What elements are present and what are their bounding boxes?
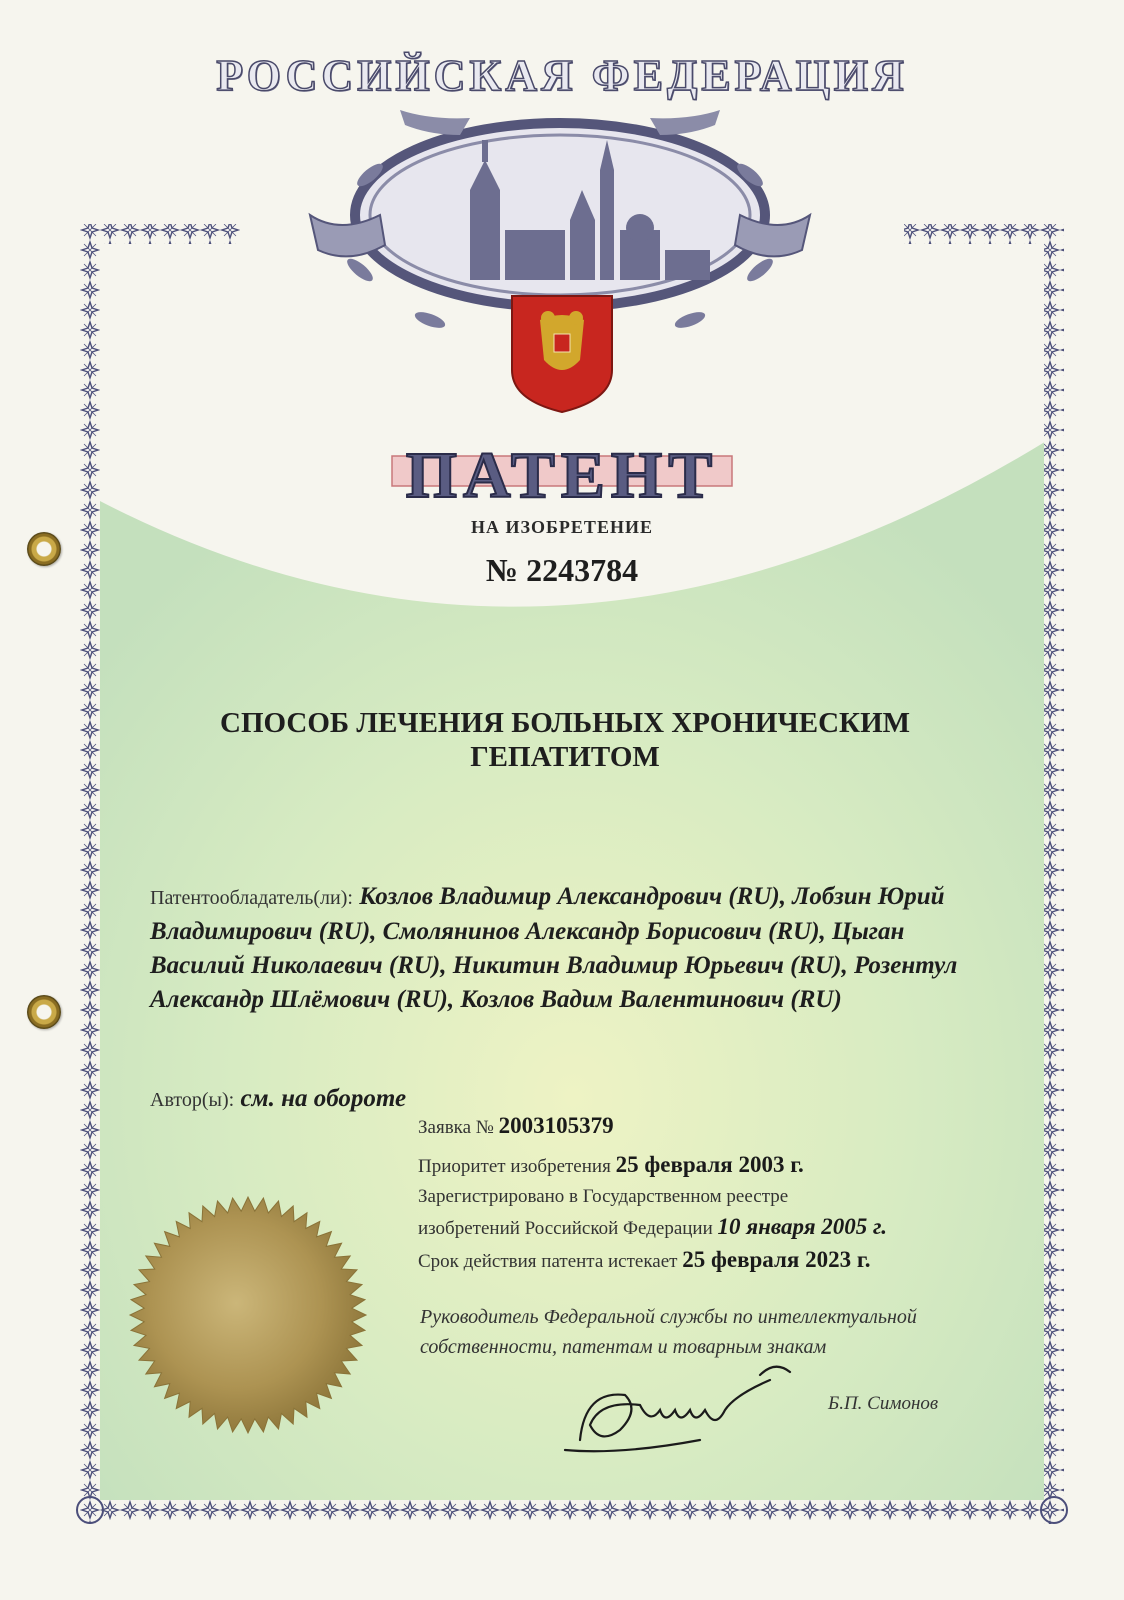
country-name: РОССИЙСКАЯ ФЕДЕРАЦИЯ (216, 51, 908, 100)
expiry-label: Срок действия патента истекает (418, 1251, 678, 1272)
registered-label-1: Зарегистрировано в Государственном реестре (418, 1186, 789, 1207)
expiry-line (418, 1247, 1018, 1275)
invention-title-line: ГЕПАТИТОМ (470, 741, 660, 773)
registered-label-2: изобретений Российской Федерации 10 января 2005 г. (418, 1214, 887, 1239)
application-line (418, 1113, 1018, 1141)
holders-names: Козлов Владимир Александрович (RU), Лобзин Юрий Владимирович (RU), Смолянинов Александр Борисович (RU), Цыган Василий Николаевич (RU), Никитин Владимир Юрьевич (RU), Розентул Александр Шлёмович (RU), Козлов Вадим Валентинович (RU) (150, 883, 958, 1013)
signer-name: Б.П. Симонов (828, 1393, 939, 1414)
authors-label: Автор(ы): (150, 1089, 235, 1111)
authors-value: см. на обороте (240, 1085, 407, 1112)
binding-grommet-bottom (27, 995, 61, 1029)
head-of-service (420, 1302, 1030, 1362)
priority-line (418, 1152, 1018, 1180)
document-subtitle: НА ИЗОБРЕТЕНИЕ (471, 517, 653, 537)
expiry-date: 25 февраля 2023 г. (682, 1247, 871, 1272)
double-headed-eagle-emblem (512, 296, 612, 412)
holders-label: Патентообладатель(ли): (150, 887, 353, 909)
document-type: ПАТЕНТ (405, 439, 719, 512)
head-line-2: собственности, патентам и товарным знакам (420, 1336, 827, 1358)
priority-date: 25 февраля 2003 г. (615, 1152, 804, 1177)
priority-label: Приоритет изобретения (418, 1156, 611, 1177)
registered-line (418, 1184, 1018, 1242)
gold-foil-seal (130, 1197, 366, 1433)
registered-date: 10 января 2005 г. (717, 1214, 887, 1239)
invention-title (150, 706, 980, 774)
patent-holders (150, 880, 980, 1017)
authors (150, 1085, 406, 1113)
head-line-1: Руководитель Федеральной службы по интеллектуальной (420, 1306, 917, 1328)
invention-title-line: СПОСОБ ЛЕЧЕНИЯ БОЛЬНЫХ ХРОНИЧЕСКИМ (220, 707, 910, 739)
patent-number: № 2243784 (485, 552, 639, 588)
application-number: 2003105379 (498, 1113, 614, 1138)
application-label: Заявка № (418, 1117, 494, 1138)
